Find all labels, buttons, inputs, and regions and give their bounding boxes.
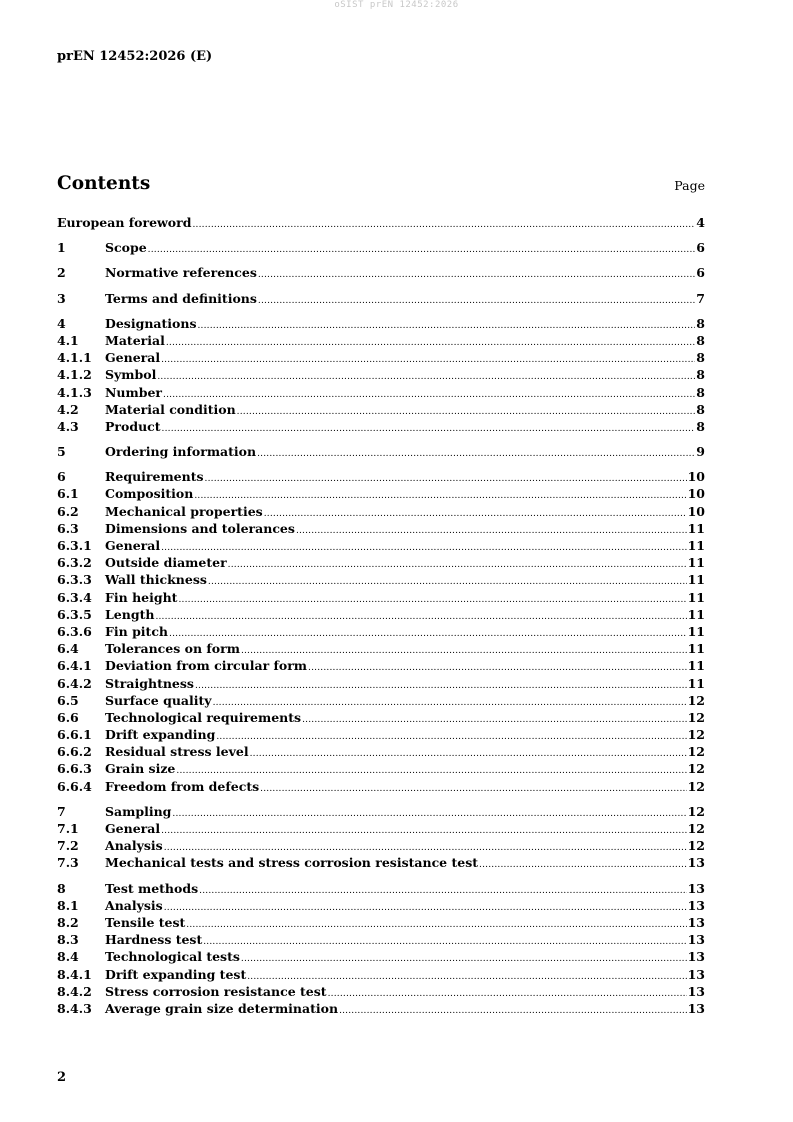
toc-entry[interactable] [57, 443, 705, 460]
toc-entry-number: 4.2 [57, 401, 79, 417]
toc-entry[interactable] [57, 239, 705, 256]
toc-entry[interactable] [57, 537, 705, 554]
toc-entry-page: 8 [696, 401, 705, 417]
toc-entry-page: 13 [687, 880, 705, 896]
toc-dot-leader [250, 746, 687, 763]
toc-entry[interactable] [57, 726, 705, 743]
toc-entry[interactable] [57, 692, 705, 709]
toc-entry[interactable] [57, 606, 705, 623]
toc-entry-page: 4 [696, 215, 705, 230]
toc-entry-page: 12 [687, 821, 705, 836]
toc-entry-page: 10 [687, 469, 705, 485]
toc-entry-title: Drift expanding [105, 727, 216, 743]
toc-entry-title: General [105, 821, 161, 836]
toc-dot-leader [169, 626, 687, 643]
toc-entry[interactable] [57, 931, 705, 948]
toc-entry-number: 8.3 [57, 932, 79, 948]
toc-entry-page: 11 [687, 606, 705, 622]
toc-entry-number: 8.4.1 [57, 966, 92, 982]
toc-entry-page: 11 [687, 520, 705, 536]
toc-entry-page: 7 [696, 290, 705, 306]
toc-entry-number: 6 [57, 469, 66, 485]
toc-entry-page: 12 [687, 727, 705, 743]
toc-entry-title: Fin height [105, 589, 178, 605]
toc-entry-number: 8.2 [57, 914, 79, 930]
toc-entry-title: Test methods [105, 880, 199, 896]
toc-entry-number: 6.3.5 [57, 606, 92, 622]
toc-dot-leader [216, 729, 686, 746]
toc-entry-page: 11 [687, 555, 705, 571]
toc-entry-title: Analysis [105, 838, 163, 854]
toc-entry[interactable] [57, 854, 705, 871]
toc-entry-page: 11 [687, 572, 705, 588]
toc-entry-page: 12 [687, 692, 705, 708]
toc-entry[interactable] [57, 743, 705, 760]
toc-entry-title: Symbol [105, 367, 157, 383]
toc-entry-title: Technological tests [105, 949, 240, 965]
toc-dot-leader [195, 678, 687, 695]
toc-entry-page: 10 [687, 503, 705, 519]
toc-dot-leader [164, 900, 687, 917]
toc-entry-number: 6.3.4 [57, 589, 92, 605]
toc-entry-number: 6.1 [57, 486, 79, 502]
toc-entry-title: Surface quality [105, 692, 212, 708]
watermark: oSIST prEN 12452:2026 [334, 0, 459, 10]
toc-dot-leader [302, 712, 687, 729]
toc-entry-page: 6 [696, 265, 705, 281]
toc-entry-number: 6.6.1 [57, 727, 92, 743]
toc-entry-number: 6.3 [57, 520, 79, 536]
toc-dot-leader [161, 540, 686, 557]
toc-entry-page: 13 [687, 897, 705, 913]
toc-dot-leader [208, 574, 687, 591]
toc-entry-page: 11 [687, 589, 705, 605]
toc-entry-number: 4.1.2 [57, 367, 92, 383]
toc-entry-page: 11 [687, 538, 705, 553]
toc-entry[interactable] [57, 366, 705, 383]
toc-dot-leader [148, 242, 696, 259]
toc-entry[interactable] [57, 520, 705, 537]
toc-dot-leader [258, 267, 695, 284]
toc-entry[interactable] [57, 820, 705, 837]
toc-entry-page: 9 [696, 444, 705, 460]
toc-entry-title: Designations [105, 315, 197, 331]
toc-entry[interactable] [57, 571, 705, 588]
toc-dot-leader [166, 335, 695, 352]
toc-entry-title: Freedom from defects [105, 778, 260, 794]
toc-entry-number: 4.1 [57, 332, 79, 348]
toc-entry-number: 6.4 [57, 641, 79, 657]
toc-entry-title: Wall thickness [105, 572, 207, 588]
toc-entry[interactable] [57, 640, 705, 657]
toc-entry-page: 8 [696, 418, 705, 434]
toc-entry-title: European foreword [57, 215, 192, 230]
toc-entry-page: 10 [687, 486, 705, 502]
toc-entry[interactable] [57, 332, 705, 349]
toc-dot-leader [257, 446, 695, 463]
toc-entry-title: Requirements [105, 469, 204, 485]
toc-dot-leader [161, 352, 695, 369]
toc-dot-leader [203, 934, 686, 951]
toc-entry-number: 6.6.2 [57, 744, 92, 760]
toc-entry-title: Normative references [105, 265, 257, 281]
toc-entry[interactable] [57, 503, 705, 520]
toc-dot-leader [264, 506, 687, 523]
toc-entry[interactable] [57, 418, 705, 435]
toc-entry-number: 6.3.3 [57, 572, 92, 588]
toc-entry-title: General [105, 350, 161, 366]
toc-entry[interactable] [57, 657, 705, 674]
toc-dot-leader [162, 421, 696, 438]
toc-entry[interactable] [57, 264, 705, 281]
toc-entry-number: 8 [57, 880, 66, 896]
toc-entry-page: 12 [687, 803, 705, 819]
toc-entry-page: 8 [696, 315, 705, 331]
toc-entry[interactable] [57, 468, 705, 485]
toc-dot-leader [339, 1003, 687, 1020]
toc-entry-number: 6.4.2 [57, 675, 92, 691]
toc-entry-title: Mechanical properties [105, 503, 263, 519]
toc-entry-title: Outside diameter [105, 555, 227, 571]
toc-entry-title: Grain size [105, 761, 176, 777]
toc-entry-title: Tolerances on form [105, 641, 240, 657]
toc-entry-number: 6.2 [57, 503, 79, 519]
toc-entry-number: 2 [57, 265, 66, 281]
table-of-contents [57, 214, 705, 1017]
toc-dot-leader [237, 404, 696, 421]
toc-entry[interactable] [57, 837, 705, 854]
toc-entry[interactable] [57, 349, 705, 366]
toc-dot-leader [194, 488, 686, 505]
toc-entry-number: 4.1.3 [57, 384, 92, 400]
toc-entry[interactable] [57, 760, 705, 777]
toc-entry-number: 4.1.1 [57, 350, 92, 366]
toc-entry-number: 8.1 [57, 897, 79, 913]
toc-entry[interactable] [57, 914, 705, 931]
toc-entry-number: 4.3 [57, 418, 79, 434]
toc-entry-title: Composition [105, 486, 194, 502]
toc-entry[interactable] [57, 589, 705, 606]
toc-entry-page: 13 [687, 932, 705, 948]
toc-entry-number: 6.6 [57, 709, 79, 725]
toc-entry-page: 12 [687, 744, 705, 760]
toc-dot-leader [241, 951, 687, 968]
toc-entry[interactable] [57, 709, 705, 726]
toc-dot-leader [192, 217, 695, 234]
toc-entry-page: 13 [687, 949, 705, 965]
toc-dot-leader [296, 523, 687, 540]
toc-entry-number: 8.4.2 [57, 983, 92, 999]
toc-dot-leader [308, 660, 687, 677]
toc-dot-leader [260, 781, 686, 798]
page-column-label: Page [674, 178, 705, 193]
toc-entry-number: 6.3.2 [57, 555, 92, 571]
toc-entry-number: 1 [57, 240, 66, 256]
toc-entry-title: General [105, 538, 161, 553]
toc-entry[interactable] [57, 1000, 705, 1017]
toc-entry-number: 5 [57, 444, 66, 460]
toc-entry-page: 13 [687, 1000, 705, 1016]
toc-entry-page: 13 [687, 855, 705, 871]
toc-entry[interactable] [57, 315, 705, 332]
toc-entry-number: 7.3 [57, 855, 79, 871]
toc-dot-leader [479, 857, 687, 874]
toc-entry[interactable] [57, 983, 705, 1000]
toc-entry-title: Analysis [105, 897, 163, 913]
toc-entry-title: Terms and definitions [105, 290, 257, 306]
document-id: prEN 12452:2026 (E) [57, 49, 213, 64]
toc-dot-leader [205, 471, 687, 488]
toc-entry-number: 6.3.6 [57, 623, 92, 639]
toc-entry-number: 8.4 [57, 949, 79, 965]
toc-entry[interactable] [57, 897, 705, 914]
toc-dot-leader [172, 806, 686, 823]
toc-entry-title: Material condition [105, 401, 236, 417]
toc-entry-title: Deviation from circular form [105, 658, 308, 674]
toc-dot-leader [198, 318, 696, 335]
toc-entry-title: Dimensions and tolerances [105, 520, 295, 536]
toc-entry-title: Scope [105, 240, 147, 256]
toc-entry[interactable] [57, 803, 705, 820]
toc-entry[interactable] [57, 290, 705, 307]
toc-entry-page: 12 [687, 709, 705, 725]
toc-entry[interactable] [57, 778, 705, 795]
toc-dot-leader [228, 557, 687, 574]
toc-entry-page: 11 [687, 641, 705, 657]
toc-entry-number: 6.4.1 [57, 658, 92, 674]
page-number: 2 [57, 1070, 67, 1085]
toc-entry-page: 11 [687, 675, 705, 691]
toc-entry[interactable] [57, 384, 705, 401]
toc-entry-title: Mechanical tests and stress corrosion resistance test [105, 855, 479, 871]
toc-entry-page: 12 [687, 778, 705, 794]
toc-entry-title: Straightness [105, 675, 194, 691]
toc-entry[interactable] [57, 948, 705, 965]
toc-entry-page: 13 [687, 914, 705, 930]
toc-entry-number: 3 [57, 290, 66, 306]
toc-entry[interactable] [57, 554, 705, 571]
toc-entry-number: 6.6.3 [57, 761, 92, 777]
toc-entry-page: 6 [696, 240, 705, 256]
toc-dot-leader [155, 609, 686, 626]
toc-entry[interactable] [57, 401, 705, 418]
toc-dot-leader [241, 643, 687, 660]
toc-dot-leader [199, 883, 686, 900]
toc-dot-leader [328, 986, 687, 1003]
toc-dot-leader [161, 823, 686, 840]
toc-entry-number: 6.3.1 [57, 538, 92, 553]
toc-entry-title: Fin pitch [105, 623, 169, 639]
toc-entry-title: Hardness test [105, 932, 203, 948]
toc-entry-number: 7.1 [57, 821, 79, 836]
toc-entry-page: 8 [696, 384, 705, 400]
toc-entry-page: 13 [687, 983, 705, 999]
toc-dot-leader [258, 293, 695, 310]
toc-entry-title: Average grain size determination [105, 1000, 339, 1016]
toc-dot-leader [157, 369, 695, 386]
contents-heading: Contents [57, 173, 151, 194]
toc-entry-number: 4 [57, 315, 66, 331]
toc-entry-title: Sampling [105, 803, 172, 819]
toc-entry-title: Product [105, 418, 161, 434]
toc-entry-title: Ordering information [105, 444, 257, 460]
toc-entry-page: 11 [687, 658, 705, 674]
toc-entry-number: 7.2 [57, 838, 79, 854]
toc-entry-page: 8 [696, 367, 705, 383]
toc-entry[interactable] [57, 485, 705, 502]
toc-entry-number: 6.5 [57, 692, 79, 708]
toc-dot-leader [163, 387, 695, 404]
toc-entry-title: Technological requirements [105, 709, 302, 725]
toc-entry-page: 8 [696, 350, 705, 366]
toc-entry-page: 13 [687, 966, 705, 982]
toc-entry-title: Tensile test [105, 914, 186, 930]
toc-entry-title: Residual stress level [105, 744, 249, 760]
toc-dot-leader [186, 917, 686, 934]
toc-entry-page: 11 [687, 623, 705, 639]
toc-entry-page: 12 [687, 838, 705, 854]
toc-dot-leader [178, 592, 686, 609]
toc-entry[interactable] [57, 623, 705, 640]
toc-entry-title: Drift expanding test [105, 966, 247, 982]
toc-entry-title: Number [105, 384, 163, 400]
toc-entry-page: 12 [687, 761, 705, 777]
toc-entry-number: 6.6.4 [57, 778, 92, 794]
toc-entry[interactable] [57, 880, 705, 897]
toc-entry-page: 8 [696, 332, 705, 348]
toc-entry-title: Length [105, 606, 155, 622]
toc-entry-title: Stress corrosion resistance test [105, 983, 327, 999]
toc-entry[interactable] [57, 214, 705, 231]
toc-entry-number: 8.4.3 [57, 1000, 92, 1016]
toc-entry[interactable] [57, 966, 705, 983]
toc-entry-number: 7 [57, 803, 66, 819]
toc-entry-title: Material [105, 332, 165, 348]
toc-entry[interactable] [57, 675, 705, 692]
